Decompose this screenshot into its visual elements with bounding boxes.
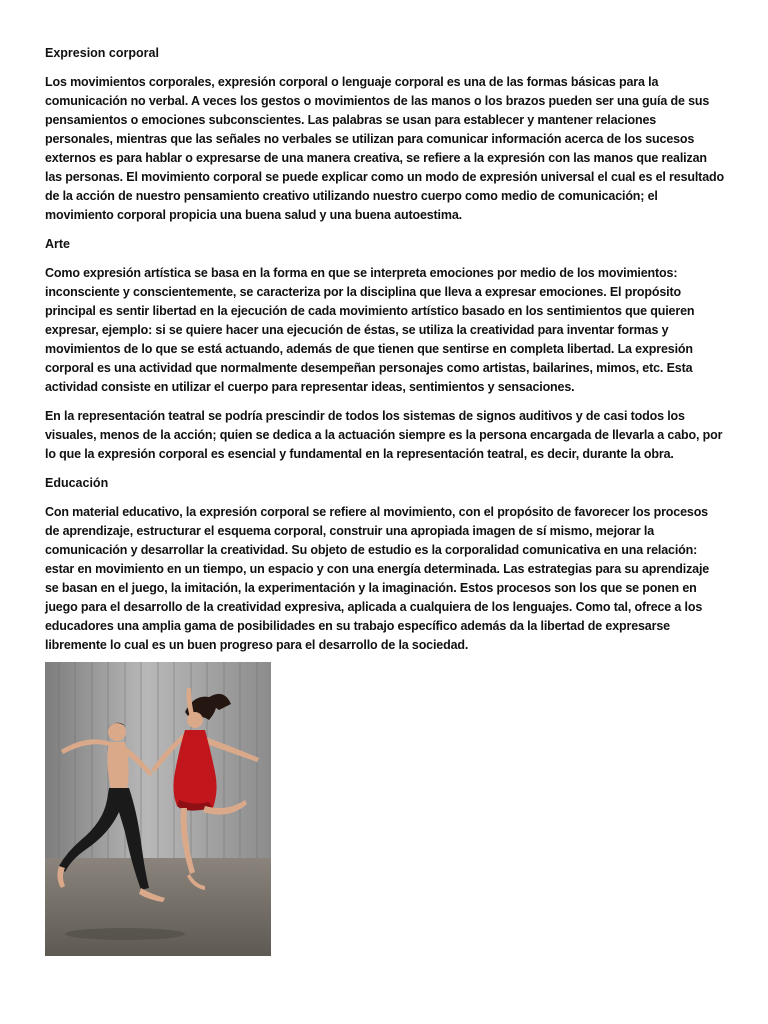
section-heading: Arte	[45, 237, 71, 251]
section-heading: Expresion corporal	[45, 46, 159, 60]
section-educacion	[45, 474, 725, 655]
dancers-illustration	[45, 662, 271, 956]
paragraph: En la representación teatral se podría prescindir de todos los sistemas de signos auditivos y de casi todos los visuales, menos de la acción; quien se dedica a la actuación siempre es la persona encargada de llevarla a cabo, por lo que la expresión corporal es esencial y fundamental en la representación teatral, es decir, durante la obra.	[45, 409, 723, 461]
paragraph: Los movimientos corporales, expresión corporal o lenguaje corporal es una de las formas básicas para la comunicación no verbal. A veces los gestos o movimientos de las manos o los brazos pueden ser una guía de sus pensamientos o emociones subconscientes. Las palabras se usan para establecer y mantener relaciones personales, mientras que las señales no verbales se utilizan para comunicar información acerca de los sucesos externos es para hablar o expresarse de una manera creativa, se refiere a la expresión con las manos que realizan las personas. El movimiento corporal se puede explicar como un modo de expresión universal el cual es el resultado de la acción de nuestro pensamiento creativo utilizando nuestro cuerpo como medio de comunicación; el movimiento corporal propicia una buena salud y una buena autoestima.	[45, 75, 724, 222]
floor-shadow	[65, 928, 185, 940]
dancers-photo	[45, 662, 271, 956]
section-heading: Educación	[45, 476, 109, 490]
section-expresion-corporal	[45, 44, 725, 225]
document-body	[45, 44, 725, 665]
paragraph: Como expresión artística se basa en la forma en que se interpreta emociones por medio de los movimientos: inconsciente y conscientemente, se caracteriza por la disciplina que lleva a expresar emociones. El propósito principal es sentir libertad en la ejecución de cada movimiento artístico basado en los sentimientos que quieren expresar, ejemplo: si se quiere hacer una ejecución de éstas, se utiliza la creatividad para inventar formas y movimientos de lo que se está actuando, además de que tienen que sentirse en completa libertad. La expresión corporal es una actividad que normalmente desempeñan personajes como artistas, bailarines, mimos, etc. Esta actividad consiste en utilizar el cuerpo para representar ideas, sentimientos y sensaciones.	[45, 266, 695, 394]
paragraph: Con material educativo, la expresión corporal se refiere al movimiento, con el propósito de favorecer los procesos de aprendizaje, estructurar el esquema corporal, construir una apropiada imagen de sí mismo, mejorar la comunicación y desarrollar la creatividad. Su objeto de estudio es la corporalidad comunicativa en una relación: estar en movimiento en un tiempo, un espacio y con una energía determinada. Las estrategias para su aprendizaje se basan en el juego, la imitación, la experimentación y la imaginación. Estos procesos son los que se ponen en juego para el desarrollo de la creatividad expresiva, aplicada a cualquiera de los lenguajes. Como tal, ofrece a los educadores una amplia gama de posibilidades en su trabajo específico además da la libertad de expresarse libremente lo cual es un buen progreso para el desarrollo de la sociedad.	[45, 505, 710, 652]
floor	[45, 858, 271, 956]
section-arte	[45, 235, 725, 464]
